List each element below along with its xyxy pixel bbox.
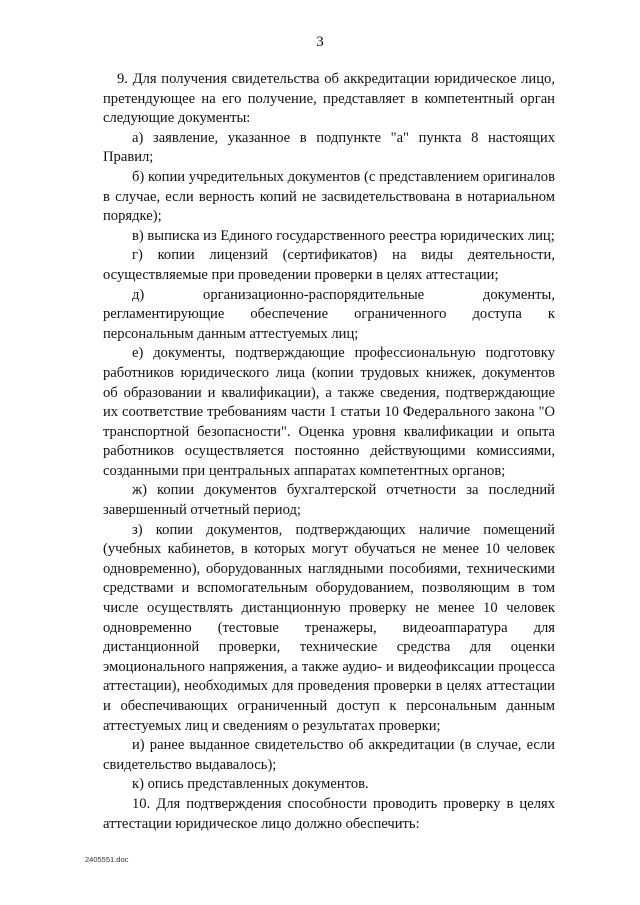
paragraph-item-v: в) выписка из Единого государственного реестра юридических лиц;	[132, 227, 555, 244]
paragraph-item-k: к) опись представленных документов.	[132, 776, 369, 793]
page-number: 3	[316, 34, 324, 50]
paragraph-item-g: г) копии лицензий (сертификатов) на виды деятельности, осуществляемые при проведении проверки в целях аттестации;	[103, 247, 555, 283]
paragraph-item-z: з) копии документов, подтверждающих наличие помещений (учебных кабинетов, в которых могут обучаться не менее 10 человек одновременно), оборудованных наглядными пособиями, техническими средствами и вспомогательным оборудованием, позволяющим в том числе осуществлять дистанционную проверку не менее 10 человек одновременно (тестовые тренажеры, видеоаппаратура для дистанционной проверки, технические средства для оценки эмоционального напряжения, а также аудио- и видеофиксации процесса аттестации), необходимых для проведения проверки в целях аттестации и обеспечивающих ограниченный доступ к персональным данным аттестуемых лиц и сведениям о результатах проверки;	[103, 521, 555, 734]
paragraph-item-b: б) копии учредительных документов (с представлением оригиналов в случае, если верность копий не засвидетельствована в нотариальном порядке);	[103, 168, 555, 225]
paragraph-item-i: и) ранее выданное свидетельство об аккредитации (в случае, если свидетельство выдавалось);	[103, 737, 555, 773]
paragraph-item-a: а) заявление, указанное в подпункте "а" пункта 8 настоящих Правил;	[103, 129, 555, 166]
paragraph-item-zh: ж) копии документов бухгалтерской отчетности за последний завершенный отчетный период;	[103, 482, 555, 519]
paragraph-item-e: е) документы, подтверждающие профессиональную подготовку работников юридического лица (копии трудовых книжек, документов об образовании и квалификации), а также сведения, подтверждающие их соответствие требованиям части 1 статьи 10 Федерального закона "О транспортной безопасности". Оценка уровня квалификации и опыта работников осуществляется постоянно действующими комиссиями, созданными при центральных аппаратах компетентных органов;	[103, 345, 555, 479]
paragraph-9: 9. Для получения свидетельства об аккредитации юридическое лицо, претендующее на его получение, представляет в компетентный орган следующие документы:	[103, 71, 555, 127]
document-body	[103, 70, 555, 834]
paragraph-item-d: д) организационно-распорядительные документы, регламентирующие обеспечение ограниченного доступа к персональным данным аттестуемых лиц;	[103, 286, 555, 342]
footer-filename: 2405551.doc	[85, 855, 129, 864]
paragraph-10: 10. Для подтверждения способности проводить проверку в целях аттестации юридическое лицо должно обеспечить:	[103, 795, 555, 832]
